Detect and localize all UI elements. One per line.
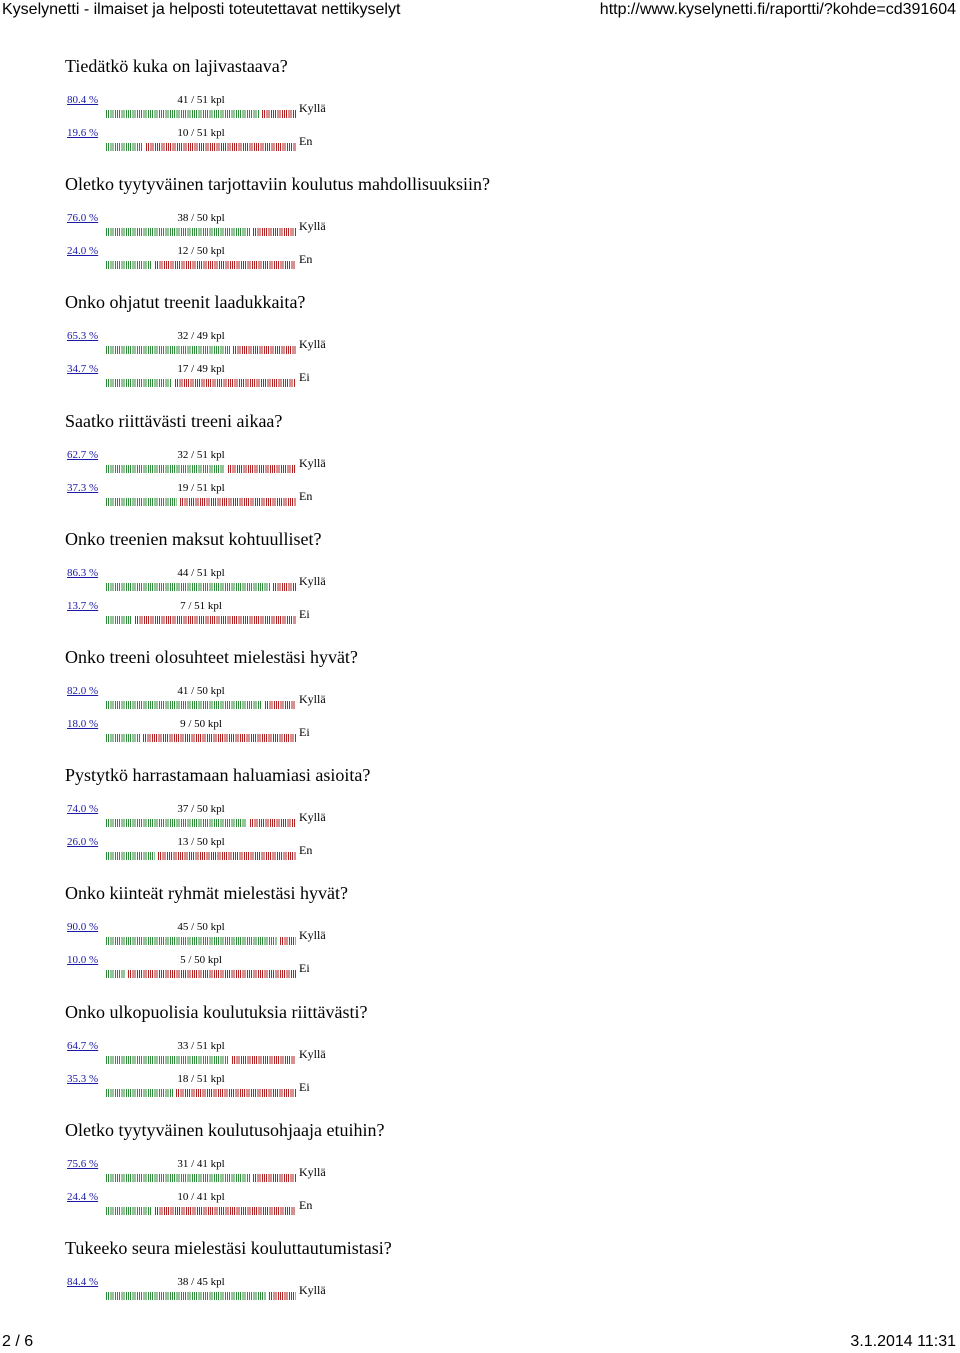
answer-count: 17 / 49 kpl <box>177 363 225 375</box>
result-bar-remainder <box>146 143 296 151</box>
answer-count: 19 / 51 kpl <box>177 482 225 494</box>
question-title: Tiedätkö kuka on lajivastaava? <box>65 56 288 76</box>
page-header-title: Kyselynetti - ilmaiset ja helposti toteutettavat nettikyselyt <box>2 1 401 18</box>
answer-row <box>0 481 960 514</box>
result-bar <box>106 261 296 269</box>
answer-count: 10 / 41 kpl <box>177 1191 225 1203</box>
result-bar-fill <box>106 583 270 591</box>
result-bar-fill <box>106 1207 152 1215</box>
answer-percent-link[interactable]: 90.0 % <box>67 921 99 933</box>
answer-percent-link[interactable]: 26.0 % <box>67 836 99 848</box>
answer-row <box>0 599 960 632</box>
answer-row <box>0 953 960 986</box>
answer-row <box>0 802 960 835</box>
result-bar-fill <box>106 819 247 827</box>
answer-option-label: Kyllä <box>299 101 326 115</box>
answer-count: 13 / 50 kpl <box>177 836 225 848</box>
answer-row <box>0 717 960 750</box>
result-bar-remainder <box>155 1207 296 1215</box>
result-bar <box>106 701 296 709</box>
answer-count: 7 / 51 kpl <box>180 600 222 612</box>
answer-count: 32 / 49 kpl <box>177 330 225 342</box>
answer-percent-link[interactable]: 62.7 % <box>67 449 99 461</box>
answer-count: 31 / 41 kpl <box>177 1158 225 1170</box>
answer-option-label: Kyllä <box>299 574 326 588</box>
answer-option-label: Kyllä <box>299 1283 326 1297</box>
result-bar-remainder <box>128 970 296 978</box>
answer-count: 41 / 50 kpl <box>177 685 225 697</box>
answer-percent-link[interactable]: 24.0 % <box>67 245 99 257</box>
answer-percent-link[interactable]: 84.4 % <box>67 1276 99 1288</box>
answer-row <box>0 920 960 953</box>
answer-percent-link[interactable]: 74.0 % <box>67 803 99 815</box>
answer-option-label: Kyllä <box>299 456 326 470</box>
answer-row <box>0 566 960 599</box>
result-bar <box>106 465 296 473</box>
answer-row <box>0 1190 960 1223</box>
answer-option-label: En <box>299 1198 313 1212</box>
result-bar <box>106 734 296 742</box>
result-bar <box>106 346 296 354</box>
result-bar-remainder <box>176 1089 296 1097</box>
answer-row <box>0 1039 960 1072</box>
result-bar <box>106 1056 296 1064</box>
result-bar-remainder <box>180 498 296 506</box>
result-bar-remainder <box>175 379 296 387</box>
result-bar-fill <box>106 701 262 709</box>
answer-option-label: Ei <box>299 370 310 384</box>
answer-count: 37 / 50 kpl <box>177 803 225 815</box>
answer-option-label: En <box>299 134 313 148</box>
result-bar <box>106 852 296 860</box>
answer-row <box>0 126 960 159</box>
question-title: Saatko riittävästi treeni aikaa? <box>65 411 283 431</box>
result-bar <box>106 110 296 118</box>
answer-option-label: En <box>299 843 313 857</box>
answer-percent-link[interactable]: 80.4 % <box>67 94 99 106</box>
answer-row <box>0 211 960 244</box>
result-bar <box>106 970 296 978</box>
answer-percent-link[interactable]: 34.7 % <box>67 363 99 375</box>
result-bar-fill <box>106 143 143 151</box>
answer-option-label: Ei <box>299 961 310 975</box>
answer-option-label: En <box>299 252 313 266</box>
question-title: Pystytkö harrastamaan haluamiasi asioita? <box>65 765 371 785</box>
answer-row <box>0 1157 960 1190</box>
question-title: Onko treenien maksut kohtuulliset? <box>65 529 322 549</box>
answer-percent-link[interactable]: 64.7 % <box>67 1040 99 1052</box>
result-bar-fill <box>106 1174 250 1182</box>
result-bar-remainder <box>253 228 296 236</box>
result-bar-remainder <box>250 819 296 827</box>
answer-option-label: Ei <box>299 607 310 621</box>
print-datetime: 3.1.2014 11:31 <box>850 1333 956 1350</box>
result-bar-remainder <box>273 583 296 591</box>
answer-percent-link[interactable]: 82.0 % <box>67 685 99 697</box>
answer-option-label: Kyllä <box>299 1165 326 1179</box>
answer-percent-link[interactable]: 35.3 % <box>67 1073 99 1085</box>
result-bar-fill <box>106 937 277 945</box>
answer-option-label: Ei <box>299 725 310 739</box>
result-bar-remainder <box>265 701 296 709</box>
result-bar-remainder <box>155 261 296 269</box>
result-bar <box>106 937 296 945</box>
result-bar-remainder <box>143 734 296 742</box>
result-bar-remainder <box>262 110 296 118</box>
question-title: Onko ohjatut treenit laadukkaita? <box>65 292 306 312</box>
answer-percent-link[interactable]: 24.4 % <box>67 1191 99 1203</box>
result-bar <box>106 616 296 624</box>
answer-option-label: Kyllä <box>299 337 326 351</box>
result-bar-fill <box>106 1292 266 1300</box>
answer-option-label: Kyllä <box>299 692 326 706</box>
answer-count: 9 / 50 kpl <box>180 718 222 730</box>
answer-percent-link[interactable]: 37.3 % <box>67 482 99 494</box>
result-bar-fill <box>106 346 230 354</box>
answer-option-label: Kyllä <box>299 1047 326 1061</box>
answer-option-label: Kyllä <box>299 219 326 233</box>
result-bar <box>106 583 296 591</box>
answer-row <box>0 362 960 395</box>
answer-option-label: Kyllä <box>299 928 326 942</box>
question-title: Onko treeni olosuhteet mielestäsi hyvät? <box>65 647 358 667</box>
result-bar-fill <box>106 498 177 506</box>
result-bar <box>106 1174 296 1182</box>
answer-option-label: Kyllä <box>299 810 326 824</box>
answer-row <box>0 1072 960 1105</box>
page-number: 2 / 6 <box>2 1333 34 1350</box>
result-bar <box>106 379 296 387</box>
result-bar-fill <box>106 852 155 860</box>
result-bar-fill <box>106 1089 173 1097</box>
result-bar-fill <box>106 1056 229 1064</box>
result-bar-remainder <box>280 937 296 945</box>
result-bar-remainder <box>253 1174 296 1182</box>
answer-count: 41 / 51 kpl <box>177 94 225 106</box>
result-bar-remainder <box>158 852 296 860</box>
answer-percent-link[interactable]: 65.3 % <box>67 330 99 342</box>
answer-count: 33 / 51 kpl <box>177 1040 225 1052</box>
answer-percent-link[interactable]: 86.3 % <box>67 567 99 579</box>
result-bar-fill <box>106 110 259 118</box>
result-bar-remainder <box>135 616 296 624</box>
answer-row <box>0 1275 960 1308</box>
answer-option-label: Ei <box>299 1080 310 1094</box>
result-bar-fill <box>106 734 140 742</box>
result-bar-remainder <box>228 465 296 473</box>
result-bar-fill <box>106 379 172 387</box>
result-bar <box>106 143 296 151</box>
answer-count: 38 / 45 kpl <box>177 1276 225 1288</box>
result-bar-remainder <box>233 346 296 354</box>
result-bar <box>106 819 296 827</box>
answer-row <box>0 684 960 717</box>
result-bar <box>106 1292 296 1300</box>
question-title: Tukeeko seura mielestäsi kouluttautumistasi? <box>65 1238 392 1258</box>
question-title: Oletko tyytyväinen tarjottaviin koulutus mahdollisuuksiin? <box>65 174 490 194</box>
answer-percent-link[interactable]: 76.0 % <box>67 212 99 224</box>
answer-percent-link[interactable]: 10.0 % <box>67 954 99 966</box>
answer-count: 38 / 50 kpl <box>177 212 225 224</box>
answer-row <box>0 329 960 362</box>
answer-count: 45 / 50 kpl <box>177 921 225 933</box>
answer-count: 10 / 51 kpl <box>177 127 225 139</box>
result-bar-remainder <box>232 1056 296 1064</box>
answer-row <box>0 448 960 481</box>
result-bar-fill <box>106 970 125 978</box>
result-bar <box>106 498 296 506</box>
answer-count: 32 / 51 kpl <box>177 449 225 461</box>
question-title: Onko ulkopuolisia koulutuksia riittävästi? <box>65 1002 368 1022</box>
result-bar-fill <box>106 228 250 236</box>
result-bar-remainder <box>269 1292 296 1300</box>
result-bar-fill <box>106 616 132 624</box>
question-title: Oletko tyytyväinen koulutusohjaaja etuihin? <box>65 1120 385 1140</box>
answer-count: 44 / 51 kpl <box>177 567 225 579</box>
answer-percent-link[interactable]: 18.0 % <box>67 718 99 730</box>
result-bar-fill <box>106 261 152 269</box>
answer-percent-link[interactable]: 75.6 % <box>67 1158 99 1170</box>
result-bar-fill <box>106 465 225 473</box>
result-bar <box>106 1207 296 1215</box>
answer-percent-link[interactable]: 13.7 % <box>67 600 99 612</box>
question-title: Onko kiinteät ryhmät mielestäsi hyvät? <box>65 883 348 903</box>
page-header-url: http://www.kyselynetti.fi/raportti/?kohde=cd391604 <box>599 1 956 18</box>
result-bar <box>106 228 296 236</box>
answer-percent-link[interactable]: 19.6 % <box>67 127 99 139</box>
answer-count: 18 / 51 kpl <box>177 1073 225 1085</box>
answer-row <box>0 244 960 277</box>
answer-count: 5 / 50 kpl <box>180 954 222 966</box>
answer-row <box>0 835 960 868</box>
answer-count: 12 / 50 kpl <box>177 245 225 257</box>
answer-row <box>0 93 960 126</box>
answer-option-label: En <box>299 489 313 503</box>
result-bar <box>106 1089 296 1097</box>
